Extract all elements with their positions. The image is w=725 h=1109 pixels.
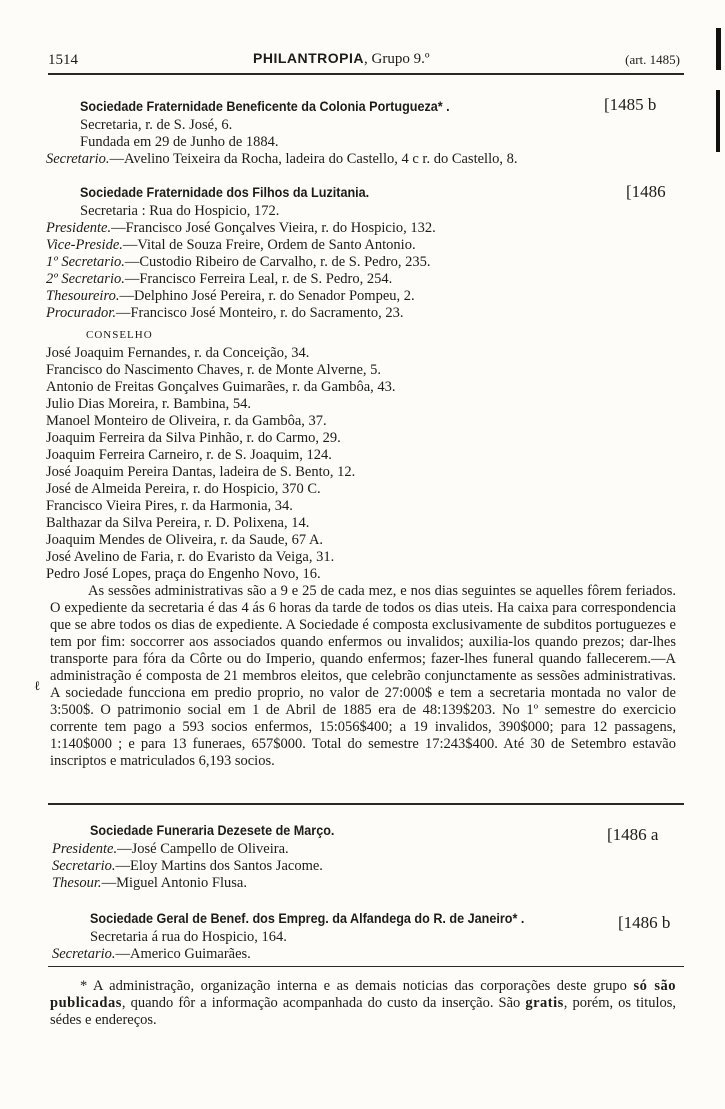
footnote-rule (48, 966, 684, 967)
footnote-part: * A administração, organização interna e as demais noticias das corporações deste grupo (80, 978, 634, 994)
officer-line (46, 237, 416, 254)
council-member: José Joaquim Pereira Dantas, ladeira de S. Bento, 12. (46, 464, 356, 480)
officer-role: Secretario. (52, 946, 116, 962)
entry-title: Sociedade Funeraria Dezesete de Março. (90, 822, 335, 838)
margin-mark: ℓ (34, 678, 41, 693)
entry-title: Sociedade Fraternidade Beneficente da Colonia Portugueza* . (80, 98, 450, 114)
officer-role: Presidente. (46, 220, 112, 236)
footnote (50, 978, 676, 1029)
council-member: Manoel Monteiro de Oliveira, r. da Gambôa, 37. (46, 413, 327, 429)
section-rule (48, 803, 684, 805)
officer-role: 1º Secretario. (46, 254, 125, 270)
footnote-emphasis: só são publicadas (50, 978, 676, 1011)
officer-text: —Americo Guimarães. (115, 946, 251, 962)
running-header (48, 50, 680, 72)
officer-line (46, 288, 415, 305)
page-number: 1514 (48, 52, 78, 68)
header-rule (48, 73, 684, 75)
running-title-bold: PHILANTROPIA (253, 50, 364, 66)
footnote-part: , porém, os titulos, sédes e endereços. (50, 995, 677, 1028)
officer-line (52, 841, 289, 858)
entry-ref: [1485 b (604, 95, 657, 114)
officer-text: —Vital de Souza Freire, Ordem de Santo Antonio. (122, 237, 416, 253)
entry-address: Secretaria á rua do Hospicio, 164. (90, 929, 287, 945)
officer-text: —Delphino José Pereira, r. do Senador Pompeu, 2. (119, 288, 415, 304)
officer-role: Procurador. (46, 305, 116, 321)
officer-text: —Francisco José Monteiro, r. do Sacramento, 23. (115, 305, 404, 321)
council-member: Julio Dias Moreira, r. Bambina, 54. (46, 396, 251, 412)
officer-role: Presidente. (52, 841, 118, 857)
officer-role: Secretario. (46, 151, 110, 167)
article-range: (art. 1485) (625, 52, 680, 67)
officer-text: —Francisco Ferreira Leal, r. de S. Pedro, 254. (124, 271, 393, 287)
running-title-rest: , Grupo 9.º (364, 51, 430, 67)
officer-text: —Miguel Antonio Flusa. (101, 875, 247, 891)
council-member: Antonio de Freitas Gonçalves Guimarães, r. da Gambôa, 43. (46, 379, 396, 395)
officer-line (46, 305, 403, 322)
officer-line (52, 875, 247, 892)
council-member: José Joaquim Fernandes, r. da Conceição, 34. (46, 345, 310, 361)
council-member: José Avelino de Faria, r. do Evaristo da Veiga, 31. (46, 549, 335, 565)
officer-line (46, 220, 436, 237)
officer-line (46, 254, 431, 271)
council-member: Pedro José Lopes, praça do Engenho Novo, 16. (46, 566, 321, 582)
officer-role: Thesour. (52, 875, 102, 891)
entry-ref: [1486 b (618, 913, 671, 932)
entry-founded: Fundada em 29 de Junho de 1884. (80, 134, 279, 150)
officer-role: Vice-Preside. (46, 237, 123, 253)
running-title (253, 50, 429, 68)
officer-role: Secretario. (52, 858, 116, 874)
officer-text: —Eloy Martins dos Santos Jacome. (115, 858, 323, 874)
entry-address: Secretaria : Rua do Hospicio, 172. (80, 203, 280, 219)
entry-address: Secretaria, r. de S. José, 6. (80, 117, 233, 133)
officer-role: Thesoureiro. (46, 288, 120, 304)
officer-line (52, 946, 251, 963)
council-member: Balthazar da Silva Pereira, r. D. Polixena, 14. (46, 515, 310, 531)
council-member: José de Almeida Pereira, r. do Hospicio, 370 C. (46, 481, 321, 497)
entry-title: Sociedade Geral de Benef. dos Empreg. da Alfandega do R. de Janeiro* . (90, 910, 525, 926)
footnote-part: , quando fôr a informação acompanhada do custo da inserção. São (121, 995, 526, 1011)
officer-line (52, 858, 323, 875)
entry-ref: [1486 (626, 182, 666, 201)
officer-text: —Francisco José Gonçalves Vieira, r. do Hospicio, 132. (111, 220, 436, 236)
officer-text: —Avelino Teixeira da Rocha, ladeira do Castello, 4 c r. do Castello, 8. (109, 151, 518, 167)
council-member: Joaquim Mendes de Oliveira, r. da Saude, 67 A. (46, 532, 324, 548)
council-member: Joaquim Ferreira Carneiro, r. de S. Joaquim, 124. (46, 447, 332, 463)
council-heading: CONSELHO (86, 329, 153, 341)
scan-edge-mark-lower (716, 90, 720, 152)
officer-text: —José Campello de Oliveira. (117, 841, 289, 857)
officer-line (46, 151, 517, 168)
entry-description: As sessões administrativas são a 9 e 25 de cada mez, e nos dias seguintes se aquelles fôrem feriados. O expediente da secretaria é das 4 ás 6 horas da tarde de todos os dias uteis. Ha caixa para correspondencia que se abre todos os dias de expediente. A Sociedade é composta exclusivamente de subditos portuguezes e tem por fim: soccorrer aos associados quando enfermos ou invalidos; auxilia-los quando prezos; dar-lhes transporte para fóra da Côrte ou do Imperio, quando enfermos; fazer-lhes funeral quando fallecerem.—A administração é composta de 21 membros eleitos, que celebrão conjunctamente as sessões administrativas. A sociedade funcciona em predio proprio, no valor de 27:000$ e tem a secretaria montada no valor de 3:500$. O patrimonio social em 1 de Abril de 1885 era de 48:139$203. No 1º semestre do exercicio corrente tem pago a 593 socios enfermos, 15:056$400; a 19 invalidos, 390$000; para 12 passagens, 1:140$000 ; e para 13 funeraes, 657$000. Total do semestre 17:243$400. Até 30 de Setembro estavão inscriptos e matriculados 6,193 socios. (50, 583, 676, 769)
footnote-emphasis: gratis (525, 995, 564, 1011)
officer-role: 2º Secretario. (46, 271, 125, 287)
officer-text: —Custodio Ribeiro de Carvalho, r. de S. Pedro, 235. (124, 254, 431, 270)
officer-line (46, 271, 392, 288)
scan-edge-mark (716, 28, 721, 70)
entry-ref: [1486 a (607, 825, 659, 844)
council-member: Francisco do Nascimento Chaves, r. de Monte Alverne, 5. (46, 362, 382, 378)
council-member: Francisco Vieira Pires, r. da Harmonia, 34. (46, 498, 293, 514)
council-member: Joaquim Ferreira da Silva Pinhão, r. do Carmo, 29. (46, 430, 341, 446)
entry-title: Sociedade Fraternidade dos Filhos da Luzitania. (80, 184, 370, 200)
